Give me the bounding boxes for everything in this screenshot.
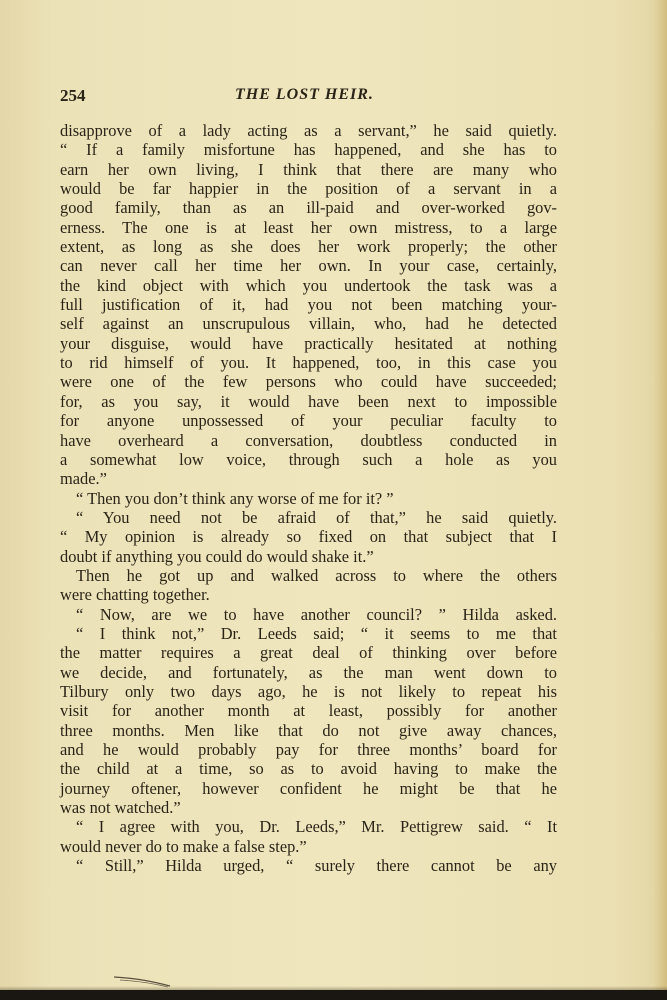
text-line: “ You need not be afraid of that,” he said quietly. xyxy=(76,507,557,527)
text-line: and he would probably pay for three months’ board for xyxy=(60,740,557,759)
text-line: the matter requires a great deal of thinking over before xyxy=(60,643,557,663)
text-line: self against an unscrupulous villain, who, had he detected xyxy=(60,314,557,334)
text-line: a somewhat low voice, through such a hole as you xyxy=(60,449,557,469)
text-line: good family, than as an ill-paid and over-worked gov- xyxy=(60,198,557,218)
text-line: “ I agree with you, Dr. Leeds,” Mr. Pettigrew said. “ It xyxy=(76,817,557,837)
text-line: full justification of it, had you not been matching your- xyxy=(60,295,557,315)
text-line: “ Then you don’t think any worse of me for it? ” xyxy=(76,488,394,508)
text-line: we decide, and fortunately, as the man went down to xyxy=(60,662,557,682)
text-line: doubt if anything you could do would shake it.” xyxy=(60,546,374,566)
text-line: journey oftener, however confident he might be that he xyxy=(60,778,557,798)
text-line: to rid himself of you. It happened, too, in this case you xyxy=(60,353,557,373)
text-line: visit for another month at least, possibly for another xyxy=(60,701,557,721)
text-line: “ I think not,” Dr. Leeds said; “ it seems to me that xyxy=(76,623,557,643)
text-line: “ Now, are we to have another council? ” Hilda asked. xyxy=(76,604,557,624)
text-line: disapprove of a lady acting as a servant,” he said quietly. xyxy=(60,121,557,140)
text-line: earn her own living, I think that there are many who xyxy=(60,159,557,179)
text-line: would be far happier in the position of a servant in a xyxy=(60,179,557,199)
text-line: extent, as long as she does her work properly; the other xyxy=(60,237,557,257)
text-line: was not watched.” xyxy=(60,798,181,818)
text-line: have overheard a conversation, doubtless conducted in xyxy=(60,430,557,450)
text-line: Then he got up and walked across to where the others xyxy=(76,565,557,585)
text-line: “ Still,” Hilda urged, “ surely there cannot be any xyxy=(76,856,557,876)
text-line: for, as you say, it would have been next to impossible xyxy=(60,391,557,411)
text-line: the child at a time, so as to avoid having to make the xyxy=(60,759,557,779)
text-line: Tilbury only two days ago, he is not likely to repeat his xyxy=(60,681,557,701)
text-line: the kind object with which you undertook the task was a xyxy=(60,275,557,295)
text-line: made.” xyxy=(60,469,107,489)
text-line: can never call her time her own. In your case, certainly, xyxy=(60,256,557,276)
text-line: were chatting together. xyxy=(60,585,210,605)
text-line: would never do to make a false step.” xyxy=(60,836,307,856)
text-line: erness. The one is at least her own mistress, to a large xyxy=(60,217,557,237)
text-line: for anyone unpossessed of your peculiar faculty to xyxy=(60,411,557,431)
body-text xyxy=(60,121,557,875)
text-line: were one of the few persons who could have succeeded; xyxy=(60,372,557,392)
page-number: 254 xyxy=(60,86,86,105)
text-line: “ My opinion is already so fixed on that subject that I xyxy=(60,527,557,547)
page-edge-shading xyxy=(653,0,667,1000)
text-line: your disguise, would have practically hesitated at nothing xyxy=(60,333,557,353)
page-header xyxy=(60,86,560,110)
running-title: THE LOST HEIR. xyxy=(235,86,374,103)
text-line: three months. Men like that do not give away chances, xyxy=(60,720,557,740)
page-bottom-edge xyxy=(0,990,667,1000)
text-line: “ If a family misfortune has happened, and she has to xyxy=(60,140,557,160)
